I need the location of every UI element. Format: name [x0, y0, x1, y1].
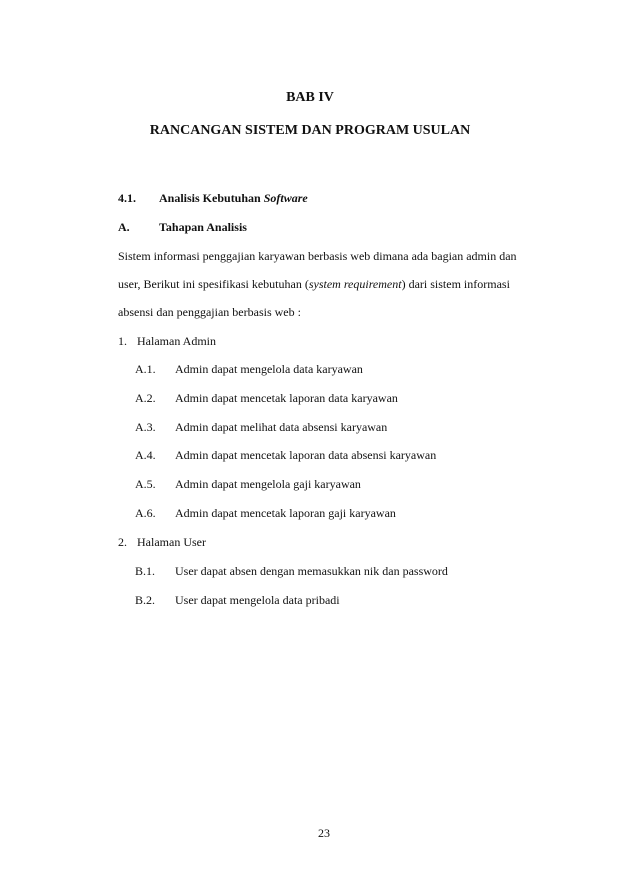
list-item-code: A.2. — [135, 391, 156, 405]
list-item-text: Admin dapat mencetak laporan gaji karyawan — [175, 506, 396, 520]
paragraph-line-2 — [118, 277, 510, 292]
chapter-label: BAB IV — [286, 90, 334, 105]
list-item-text: Admin dapat mencetak laporan data karyawan — [175, 391, 398, 405]
section-title-italic: Software — [263, 191, 308, 205]
paragraph-line-2-italic: system requirement — [308, 277, 402, 291]
list-admin-title: Halaman Admin — [137, 334, 216, 348]
list-user-title: Halaman User — [137, 535, 206, 549]
list-item-code: B.2. — [135, 593, 156, 607]
list-item-text: User dapat absen dengan memasukkan nik dan password — [175, 564, 448, 578]
list-item-code: B.1. — [135, 564, 156, 578]
subsection-letter: A. — [118, 220, 130, 234]
list-item-code: A.1. — [135, 362, 156, 376]
list-item-code: A.3. — [135, 420, 156, 434]
paragraph-line-2-start: user, Berikut ini spesifikasi kebutuhan ( — [118, 277, 309, 291]
section-number: 4.1. — [118, 191, 136, 205]
section-title — [159, 191, 308, 206]
list-item-code: A.4. — [135, 448, 156, 462]
list-user-number: 2. — [118, 535, 127, 549]
paragraph-line-2-end: ) dari sistem informasi — [401, 277, 510, 291]
paragraph-line-1: Sistem informasi penggajian karyawan berbasis web dimana ada bagian admin dan — [118, 249, 517, 263]
chapter-title: RANCANGAN SISTEM DAN PROGRAM USULAN — [149, 123, 471, 138]
subsection-title: Tahapan Analisis — [159, 220, 247, 234]
list-admin-number: 1. — [118, 334, 127, 348]
section-title-text: Analisis Kebutuhan — [159, 191, 264, 205]
list-item-text: Admin dapat mengelola data karyawan — [175, 362, 363, 376]
list-item-text: Admin dapat mengelola gaji karyawan — [175, 477, 361, 491]
list-item-code: A.6. — [135, 506, 156, 520]
list-item-text: Admin dapat mencetak laporan data absensi karyawan — [175, 448, 437, 462]
list-item-code: A.5. — [135, 477, 156, 491]
list-item-text: User dapat mengelola data pribadi — [175, 593, 340, 607]
list-item-text: Admin dapat melihat data absensi karyawan — [175, 420, 388, 434]
paragraph-line-3: absensi dan penggajian berbasis web : — [118, 305, 301, 319]
page-number: 23 — [318, 826, 330, 840]
